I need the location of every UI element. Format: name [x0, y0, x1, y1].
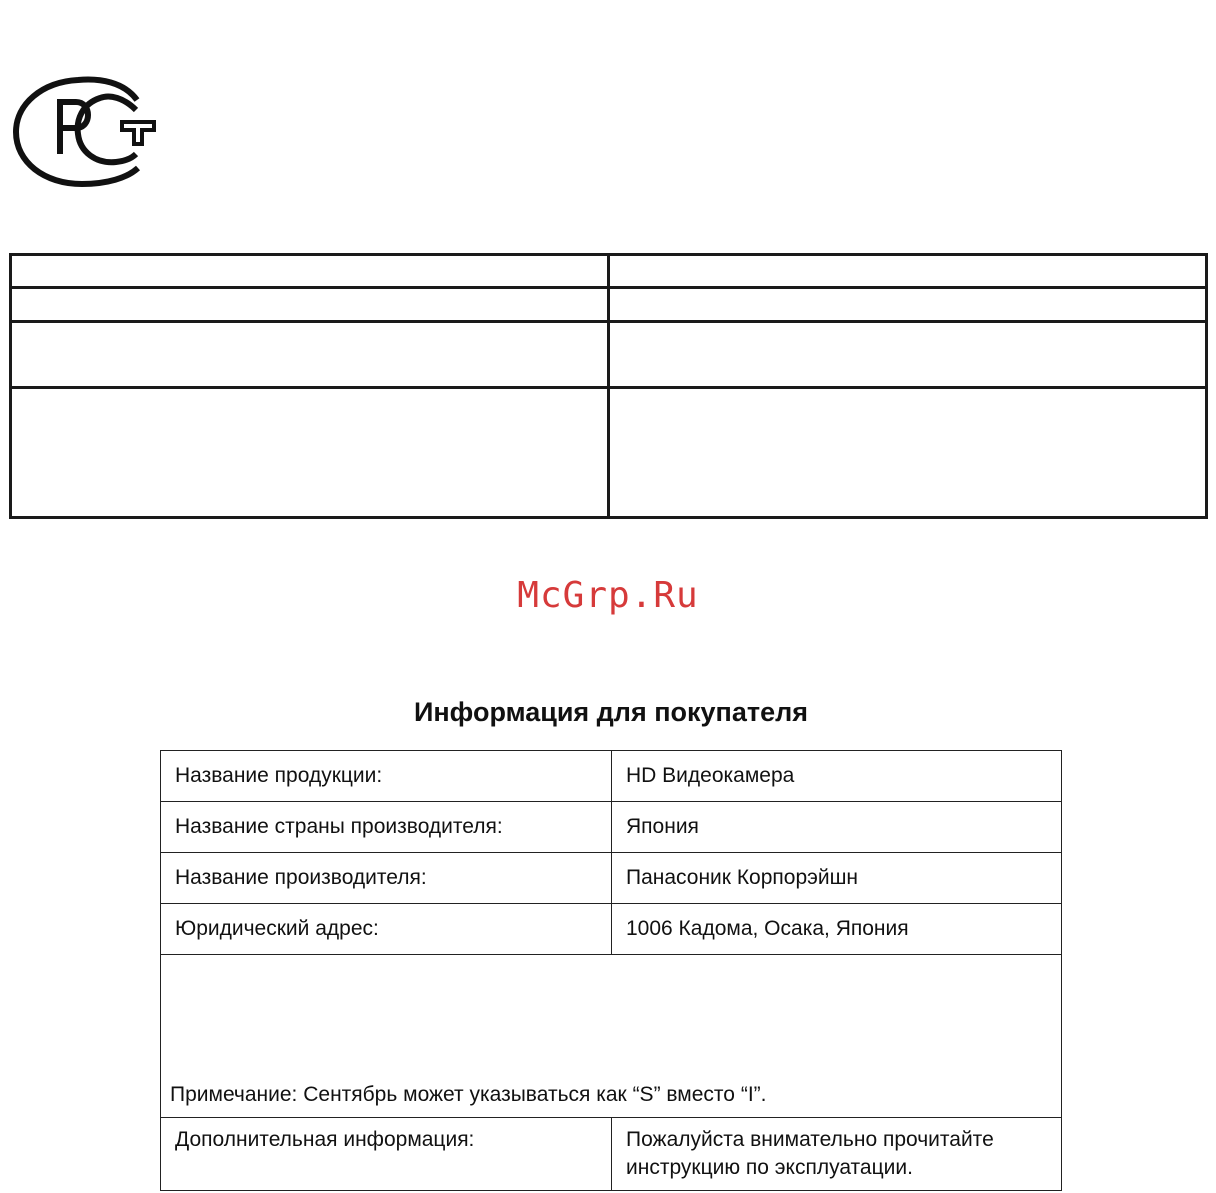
- table-row: [161, 955, 1062, 1118]
- extra-info-value: [612, 1118, 1062, 1191]
- table-row: [161, 802, 1062, 853]
- blank-cell: [609, 388, 1207, 518]
- blank-cell: [11, 288, 609, 322]
- blank-cell: [609, 322, 1207, 388]
- blank-cell: [11, 388, 609, 518]
- table-row: [161, 751, 1062, 802]
- address-label: Юридический адрес:: [161, 904, 612, 955]
- note-cell: [161, 955, 1062, 1118]
- table-row: [161, 1118, 1062, 1191]
- note-text: Примечание: Сентябрь может указываться как “S” вместо “I”.: [170, 1083, 767, 1106]
- table-row: [161, 904, 1062, 955]
- country-value: Япония: [612, 802, 1062, 853]
- manufacturer-label: Название производителя:: [161, 853, 612, 904]
- blank-cell: [609, 255, 1207, 288]
- blank-cell: [609, 288, 1207, 322]
- address-value: 1006 Кадома, Осака, Япония: [612, 904, 1062, 955]
- blank-cell: [11, 255, 609, 288]
- country-label: Название страны производителя:: [161, 802, 612, 853]
- watermark: McGrp.Ru: [517, 575, 699, 616]
- extra-info-line: инструкцию по эксплуатации.: [626, 1156, 913, 1179]
- buyer-info-table: [160, 750, 1062, 1191]
- table-row: [161, 853, 1062, 904]
- manufacturer-value: Панасоник Корпорэйшн: [612, 853, 1062, 904]
- product-name-label: Название продукции:: [161, 751, 612, 802]
- extra-info-line: Пожалуйста внимательно прочитайте: [626, 1128, 994, 1151]
- rst-certification-mark-icon: [12, 74, 162, 189]
- page-title: Информация для покупателя: [413, 697, 809, 727]
- blank-cell: [11, 322, 609, 388]
- product-name-value: HD Видеокамера: [612, 751, 1062, 802]
- extra-info-label: Дополнительная информация:: [161, 1118, 612, 1191]
- blank-certificate-table: [9, 253, 1208, 519]
